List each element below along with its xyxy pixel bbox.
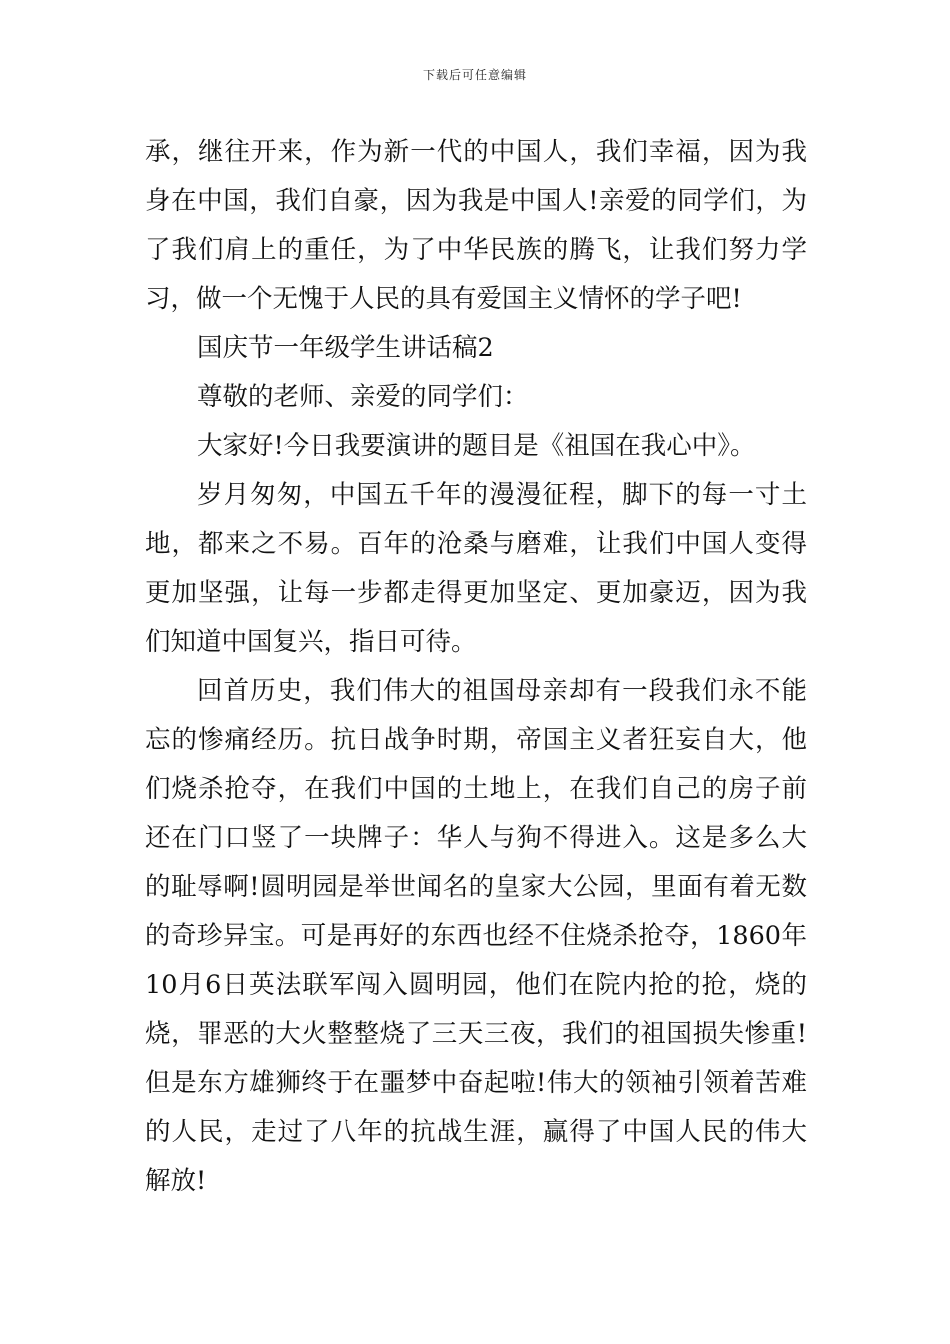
text-line: 但是东方雄狮终于在噩梦中奋起啦!伟大的领袖引领着苦难 — [145, 1068, 807, 1098]
text-line: 10月6日英法联军闯入圆明园，他们在院内抢的抢，烧的 — [145, 970, 807, 1000]
header-note: 下载后可任意编辑 — [422, 68, 527, 82]
text-line: 烧，罪恶的大火整整烧了三天三夜，我们的祖国损失惨重! — [145, 1019, 807, 1049]
text-line: 的人民，走过了八年的抗战生涯，赢得了中国人民的伟大 — [145, 1117, 807, 1147]
text-line: 解放! — [145, 1166, 207, 1196]
text-line: 习，做一个无愧于人民的具有爱国主义情怀的学子吧! — [145, 284, 742, 314]
text-line: 岁月匆匆，中国五千年的漫漫征程，脚下的每一寸土 — [197, 480, 807, 510]
text-line: 地，都来之不易。百年的沧桑与磨难，让我们中国人变得 — [145, 529, 807, 559]
text-line: 承，继往开来，作为新一代的中国人，我们幸福，因为我 — [145, 137, 807, 167]
text-line: 们知道中国复兴，指日可待。 — [145, 627, 477, 657]
document-body — [145, 128, 807, 1206]
text-line: 身在中国，我们自豪，因为我是中国人!亲爱的同学们，为 — [145, 186, 807, 216]
text-line: 还在门口竖了一块牌子：华人与狗不得进入。这是多么大 — [145, 823, 807, 853]
text-line: 忘的惨痛经历。抗日战争时期，帝国主义者狂妄自大，他 — [145, 725, 807, 755]
text-line: 的奇珍异宝。可是再好的东西也经不住烧杀抢夺，1860年 — [145, 921, 807, 951]
text-line: 们烧杀抢夺，在我们中国的土地上，在我们自己的房子前 — [145, 774, 807, 804]
text-line: 大家好!今日我要演讲的题目是《祖国在我心中》。 — [197, 431, 756, 461]
text-line: 回首历史，我们伟大的祖国母亲却有一段我们永不能 — [197, 676, 807, 706]
text-line: 尊敬的老师、亲爱的同学们： — [197, 382, 529, 412]
text-line: 了我们肩上的重任，为了中华民族的腾飞，让我们努力学 — [145, 235, 807, 265]
text-line: 更加坚强，让每一步都走得更加坚定、更加豪迈，因为我 — [145, 578, 807, 608]
text-line: 国庆节一年级学生讲话稿2 — [197, 333, 494, 363]
text-line: 的耻辱啊!圆明园是举世闻名的皇家大公园，里面有着无数 — [145, 872, 807, 902]
